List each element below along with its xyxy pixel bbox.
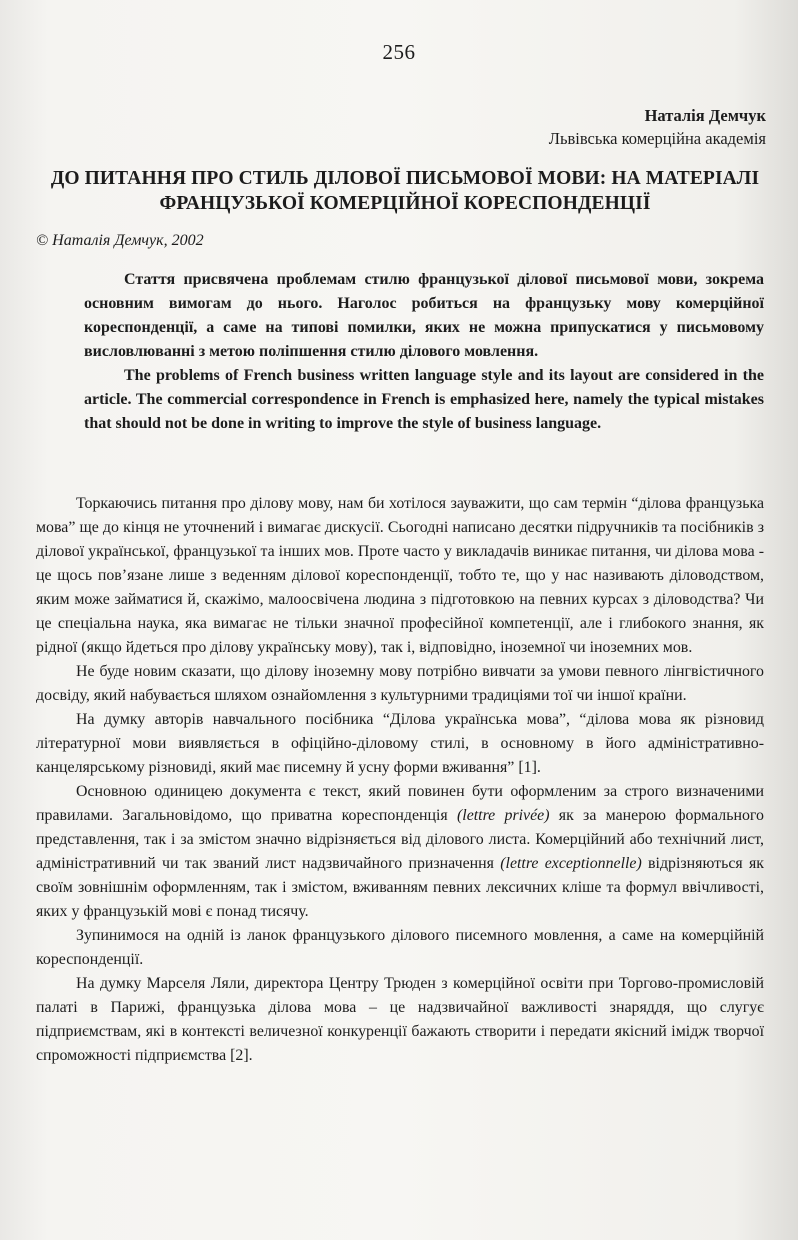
body-paragraph-2: Не буде новим сказати, що ділову іноземну мову потрібно вивчати за умови певного лінгвістичного досвіду, який набувається шляхом ознайомлення з культурними традиціями тої чи іншої країни. bbox=[36, 663, 764, 704]
author-block bbox=[549, 104, 766, 150]
abstract bbox=[84, 268, 764, 436]
body-paragraph-5: Зупинимося на одній із ланок французького ділового писемного мовлення, а саме на комерційній кореспонденції. bbox=[36, 927, 764, 968]
term-lettre-exceptionnelle: (lettre exceptionnelle) bbox=[500, 855, 642, 872]
paragraph-4-part-a: Основною одиницею документа є текст, який повинен бути оформленим за строго визначеними правилами. Загальновідомо, що приватна кореспонденція bbox=[36, 783, 764, 824]
body-paragraph-3: На думку авторів навчального посібника “Ділова українська мова”, “ділова мова як різновид літературної мови виявляється в офіційно-діловому стилі, в основному в його адміністративно-канцелярському різновиді, який має писемну й усну форми вживання” [1]. bbox=[36, 711, 764, 776]
body-paragraph-6: На думку Марселя Ляли, директора Центру Трюден з комерційної освіти при Торгово-промисловій палаті в Парижі, французька ділова мова – це надзвичайної важливості знаряддя, що слугує підприємствам, які в контексті величезної конкуренції бажають створити і передати якісний імідж творчої спроможності підприємства [2]. bbox=[36, 975, 764, 1064]
article-body bbox=[36, 492, 764, 1068]
paragraph-4-part-c: відрізняються як своїм зовнішнім оформленням, так і змістом, вживанням певних лексичних кліше та формул ввічливості, яких у французькій мові є понад тисячу. bbox=[36, 855, 764, 920]
page-number: 256 bbox=[382, 40, 416, 64]
abstract-english: The problems of French business written language style and its layout are considered in the article. The commercial correspondence in French is emphasized here, namely the typical mistakes that should not be done in writing to improve the style of business language. bbox=[84, 367, 764, 432]
paragraph-4-part-b: як за манерою формального представлення, так і за змістом значно відрізняється від ділового листа. Комерційний або технічний лист, адміністративний чи так званий лист надзвичайного призначення bbox=[36, 807, 764, 872]
author-affiliation: Львівська комерційна академія bbox=[548, 129, 766, 148]
article-title: ДО ПИТАННЯ ПРО СТИЛЬ ДІЛОВОЇ ПИСЬМОВОЇ МОВИ: НА МАТЕРІАЛІ ФРАНЦУЗЬКОЇ КОМЕРЦІЙНОЇ КОРЕСПОНДЕНЦІЇ bbox=[50, 168, 760, 214]
copyright-line: © Наталія Демчук, 2002 bbox=[36, 232, 204, 249]
term-lettre-privee: (lettre privée) bbox=[457, 807, 550, 824]
author-name: Наталія Демчук bbox=[644, 106, 766, 125]
body-paragraph-1: Торкаючись питання про ділову мову, нам би хотілося зауважити, що сам термін “ділова французька мова” ще до кінця не уточнений і вимагає дискусії. Сьогодні написано десятки підручників та посібників з ділової української, французької та інших мов. Проте часто у викладачів виникає питання, чи ділова мова - це щось пов’язане лише з веденням ділової кореспонденції, тобто те, що у нас називають діловодством, яким може займатися й, скажімо, малоосвічена людина з підготовкою на певних курсах з діловодства? Чи це спеціальна наука, яка вимагає не тільки значної професійної компетенції, але і глибокого знання, як рідної (якщо йдеться про ділову українську мову), так і, відповідно, іноземної чи іноземних мов. bbox=[36, 495, 764, 656]
abstract-ukrainian: Стаття присвячена проблемам стилю французької ділової письмової мови, зокрема основним вимогам до нього. Наголос робиться на французьку мову комерційної кореспонденції, а саме на типові помилки, яких не можна припускатися у письмовому висловлюванні з метою поліпшення стилю ділового мовлення. bbox=[84, 271, 764, 360]
body-paragraph-4 bbox=[36, 780, 764, 924]
